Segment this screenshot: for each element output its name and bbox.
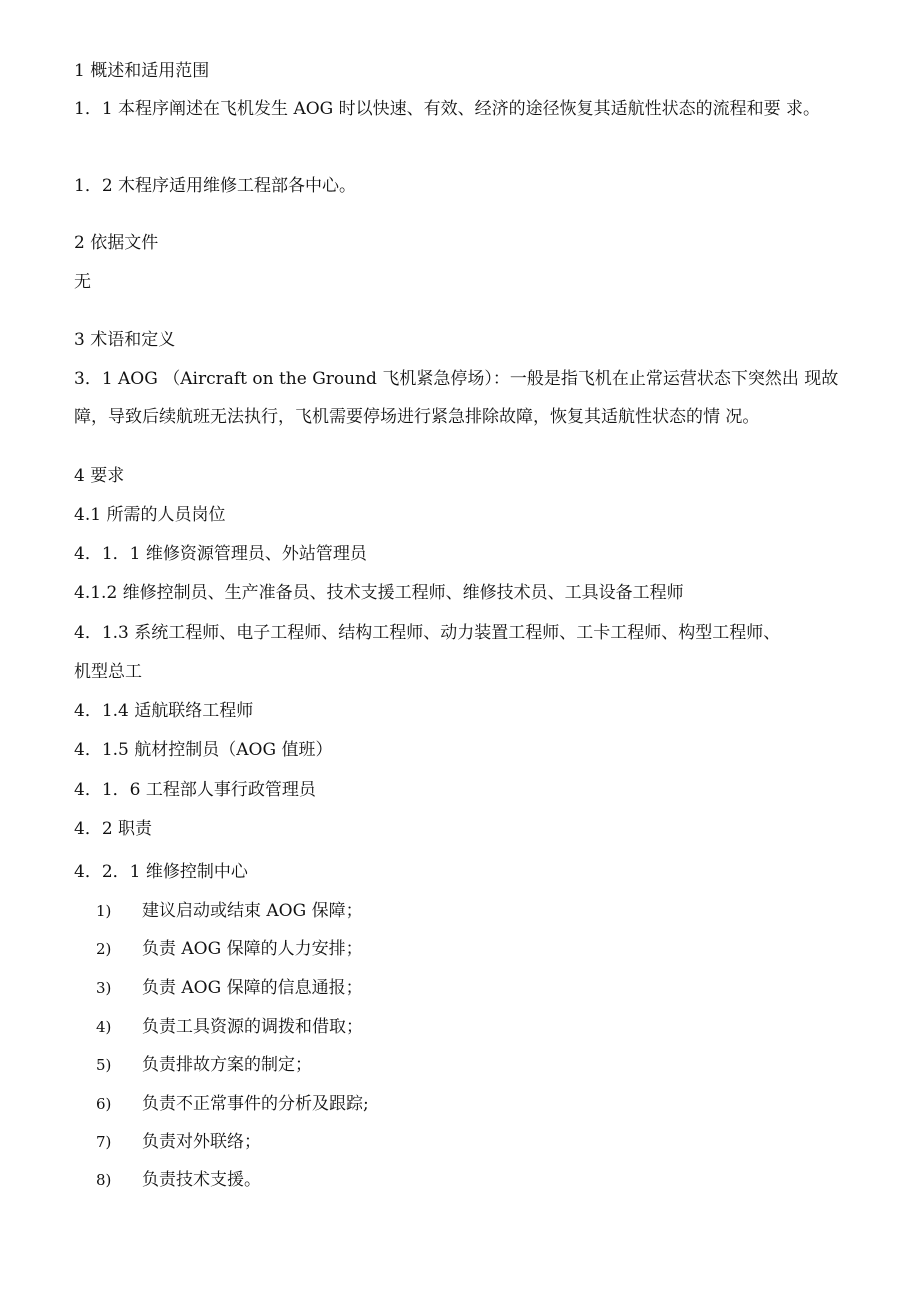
list-item-text: 负责不正常事件的分析及跟踪; (142, 1094, 369, 1114)
list-item-number: 2) (96, 940, 112, 958)
section-1-heading: 1 概述和适用范围 (74, 61, 210, 81)
list-item-number: 6) (96, 1095, 112, 1113)
list-item-number: 5) (96, 1056, 112, 1074)
section-2-body: 无 (74, 272, 91, 292)
list-item-text: 负责 AOG 保障的人力安排； (142, 939, 363, 959)
section-4-1-6-text: 4．1．6 工程部人事行政管理员 (74, 780, 316, 800)
list-item (96, 1092, 369, 1116)
section-4-1-3-line1: 4．1.3 系统工程师、电子工程师、结构工程师、动力装置工程师、工卡工程师、构型工程师、 (74, 623, 781, 643)
list-item-number: 4) (96, 1018, 112, 1036)
list-item-text: 负责工具资源的调拨和借取； (142, 1017, 363, 1037)
section-4-1-5-text: 4．1.5 航材控制员（AOG 值班） (74, 740, 333, 760)
list-item-number: 7) (96, 1133, 112, 1151)
section-2-heading: 2 依据文件 (74, 233, 159, 253)
list-item-number: 8) (96, 1171, 112, 1189)
section-4-1-4-text: 4．1.4 适航联络工程师 (74, 701, 254, 721)
list-item-text: 建议启动或结束 AOG 保障； (142, 901, 363, 921)
section-4-heading: 4 要求 (74, 466, 125, 486)
section-3-heading: 3 术语和定义 (74, 330, 176, 350)
list-item (96, 1015, 363, 1039)
list-item (96, 937, 363, 961)
list-item (96, 899, 363, 923)
list-item-text: 负责 AOG 保障的信息通报； (142, 978, 363, 998)
section-4-2-1-text: 4．2．1 维修控制中心 (74, 862, 248, 882)
list-item-text: 负责排故方案的制定； (142, 1055, 312, 1075)
section-4-1-text: 4.1 所需的人员岗位 (74, 505, 226, 525)
list-item (96, 1168, 261, 1192)
section-1-2-text: 1．2 木程序适用维修工程部各中心。 (74, 176, 357, 196)
list-item (96, 1130, 261, 1154)
section-3-1-line2: 障，导致后续航班无法执行，飞机需要停场进行紧急排除故障，恢复其适航性状态的情 况。 (74, 407, 760, 427)
list-item (96, 1053, 312, 1077)
list-item-number: 3) (96, 979, 112, 997)
list-item-number: 1) (96, 902, 112, 920)
section-1-1-text: 1．1 本程序阐述在飞机发生 AOG 时以快速、有效、经济的途径恢复其适航性状态的流程和要 求。 (74, 99, 821, 119)
section-4-1-2-text: 4.1.2 维修控制员、生产准备员、技术支援工程师、维修技术员、工具设备工程师 (74, 583, 684, 603)
section-4-1-3-line2: 机型总工 (74, 662, 142, 682)
list-item-text: 负责技术支援。 (142, 1170, 261, 1190)
section-4-1-1-text: 4．1．1 维修资源管理员、外站管理员 (74, 544, 367, 564)
section-3-1-line1: 3．1 AOG （Aircraft on the Ground 飞机紧急停场）：一般是指飞机在止常运营状态下突然出 现故 (74, 369, 839, 389)
section-4-2-text: 4．2 职责 (74, 819, 153, 839)
list-item (96, 976, 363, 1000)
list-item-text: 负责对外联络； (142, 1132, 261, 1152)
